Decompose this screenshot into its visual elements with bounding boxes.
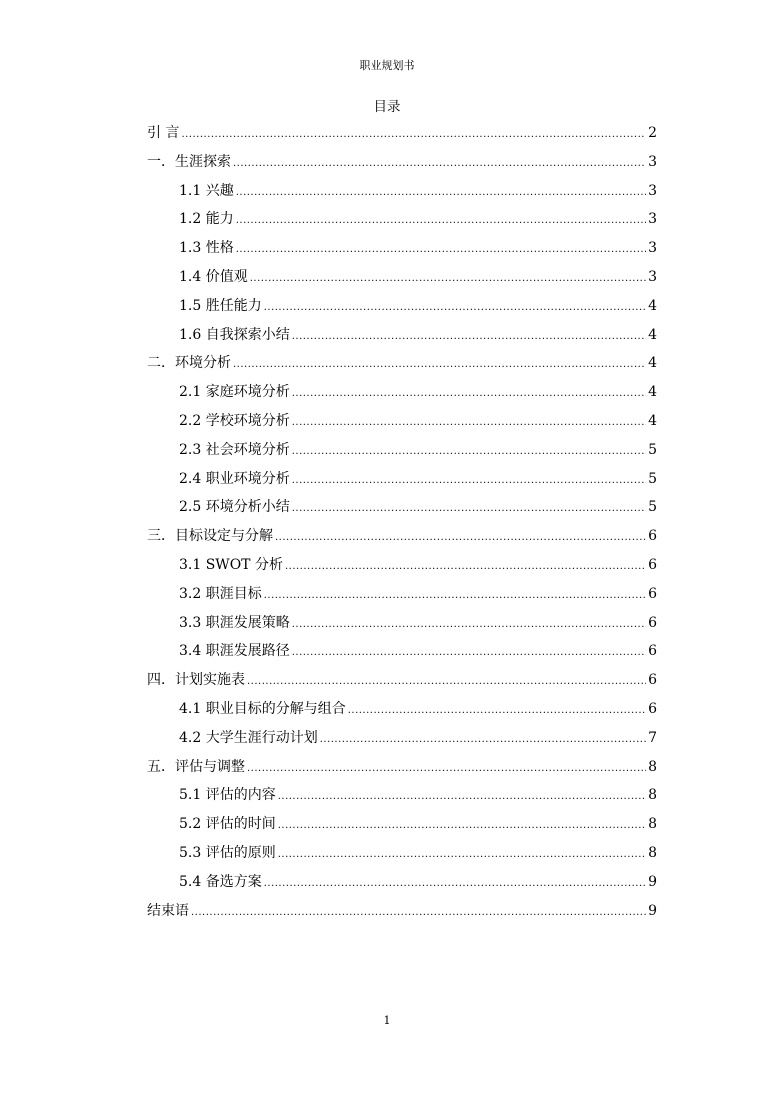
toc-entry[interactable] <box>147 292 657 321</box>
toc-entry-label: 4.2 大学生涯行动计划 <box>179 729 318 746</box>
toc-entry-label: 结束语 <box>147 902 189 919</box>
toc-entry-page: 6 <box>648 700 657 717</box>
toc-dot-leader <box>292 611 646 640</box>
toc-dot-leader <box>264 294 646 323</box>
page-number: 1 <box>383 1014 391 1027</box>
toc-entry[interactable] <box>147 551 657 580</box>
toc-dot-leader <box>278 812 646 841</box>
toc-dot-leader <box>320 726 646 755</box>
toc-entry-label: 5.3 评估的原则 <box>179 844 276 861</box>
toc-entry-page: 5 <box>648 470 657 487</box>
toc-entry[interactable] <box>147 436 657 465</box>
toc-dot-leader <box>181 121 646 150</box>
toc-dot-leader <box>292 323 646 352</box>
toc-entry[interactable] <box>147 724 657 753</box>
toc-dot-leader <box>250 265 646 294</box>
toc-entry[interactable] <box>147 810 657 839</box>
toc-entry[interactable] <box>147 263 657 292</box>
toc-entry[interactable] <box>147 493 657 522</box>
toc-entry-page: 4 <box>648 297 657 314</box>
toc-entry-label: 3.1 SWOT 分析 <box>179 556 283 573</box>
toc-dot-leader <box>233 351 646 380</box>
toc-entry-label: 1.2 能力 <box>179 211 234 228</box>
toc-dot-leader <box>264 582 646 611</box>
toc-entry-label: 3.3 职涯发展策略 <box>179 614 290 631</box>
page-header-title: 职业规划书 <box>359 59 415 72</box>
toc-entry-label: 1.4 价值观 <box>179 268 248 285</box>
toc-dot-leader <box>275 524 646 553</box>
toc-entry-label: 2.5 环境分析小结 <box>179 499 290 516</box>
toc-entry[interactable] <box>147 868 657 897</box>
toc-entry-page: 3 <box>648 268 657 285</box>
toc-entry[interactable] <box>147 465 657 494</box>
toc-entry[interactable] <box>147 695 657 724</box>
toc-dot-leader <box>348 697 646 726</box>
toc-entry-page: 9 <box>648 902 657 919</box>
toc-dot-leader <box>236 179 646 208</box>
toc-entry-label: 2.4 职业环境分析 <box>179 470 290 487</box>
toc-entry-label: 1.5 胜任能力 <box>179 297 262 314</box>
toc-entry-label: 三．目标设定与分解 <box>147 528 273 545</box>
toc-entry-page: 6 <box>648 585 657 602</box>
toc-dot-leader <box>236 207 646 236</box>
toc-entry-page: 8 <box>648 787 657 804</box>
toc-dot-leader <box>278 841 646 870</box>
toc-dot-leader <box>292 409 646 438</box>
toc-entry-page: 8 <box>648 758 657 775</box>
toc-entry-page: 6 <box>648 643 657 660</box>
toc-entry-page: 4 <box>648 384 657 401</box>
toc-dot-leader <box>264 870 646 899</box>
toc-entry[interactable] <box>147 349 657 378</box>
toc-dot-leader <box>285 553 646 582</box>
toc-entry[interactable] <box>147 177 657 206</box>
toc-entry-page: 2 <box>648 125 657 141</box>
toc-entry[interactable] <box>147 378 657 407</box>
toc-entry-label: 3.2 职涯目标 <box>179 585 262 602</box>
toc-entry-label: 2.2 学校环境分析 <box>179 412 290 429</box>
toc-entry-page: 3 <box>648 211 657 228</box>
toc-entry[interactable] <box>147 781 657 810</box>
toc-entry-page: 6 <box>648 614 657 631</box>
toc-entry-page: 8 <box>648 844 657 861</box>
table-of-contents <box>147 119 657 925</box>
toc-entry-label: 4.1 职业目标的分解与组合 <box>179 700 346 717</box>
toc-entry-page: 9 <box>648 873 657 890</box>
toc-entry-page: 3 <box>648 153 657 170</box>
toc-entry[interactable] <box>147 897 657 926</box>
toc-dot-leader <box>191 899 646 928</box>
toc-entry-page: 8 <box>648 816 657 833</box>
toc-entry[interactable] <box>147 839 657 868</box>
toc-entry-label: 1.1 兴趣 <box>179 182 234 199</box>
toc-entry-page: 3 <box>648 182 657 199</box>
toc-entry[interactable] <box>147 580 657 609</box>
toc-entry-page: 6 <box>648 672 657 689</box>
toc-dot-leader <box>236 236 646 265</box>
toc-dot-leader <box>292 438 646 467</box>
toc-entry[interactable] <box>147 753 657 782</box>
toc-entry[interactable] <box>147 522 657 551</box>
toc-entry-label: 5.2 评估的时间 <box>179 816 276 833</box>
toc-entry[interactable] <box>147 205 657 234</box>
toc-entry-label: 五．评估与调整 <box>147 758 245 775</box>
toc-entry[interactable] <box>147 148 657 177</box>
toc-dot-leader <box>292 380 646 409</box>
toc-dot-leader <box>292 639 646 668</box>
toc-entry[interactable] <box>147 119 657 148</box>
toc-dot-leader <box>247 668 646 697</box>
toc-entry-page: 4 <box>648 355 657 372</box>
toc-entry-label: 四．计划实施表 <box>147 672 245 689</box>
toc-entry-page: 6 <box>648 528 657 545</box>
toc-entry-label: 一．生涯探索 <box>147 153 231 170</box>
toc-entry-page: 7 <box>648 729 657 746</box>
toc-entry-page: 4 <box>648 326 657 343</box>
toc-dot-leader <box>247 755 646 784</box>
toc-dot-leader <box>233 150 646 179</box>
toc-entry[interactable] <box>147 234 657 263</box>
toc-entry[interactable] <box>147 321 657 350</box>
toc-entry-page: 4 <box>648 412 657 429</box>
toc-dot-leader <box>292 495 646 524</box>
toc-dot-leader <box>292 467 646 496</box>
toc-entry[interactable] <box>147 407 657 436</box>
toc-entry-label: 2.3 社会环境分析 <box>179 441 290 458</box>
toc-entry-label: 5.4 备选方案 <box>179 873 262 890</box>
toc-entry[interactable] <box>147 637 657 666</box>
toc-entry-label: 2.1 家庭环境分析 <box>179 384 290 401</box>
toc-entry-label: 3.4 职涯发展路径 <box>179 643 290 660</box>
toc-entry-label: 5.1 评估的内容 <box>179 787 276 804</box>
toc-dot-leader <box>278 783 646 812</box>
toc-entry-label: 二．环境分析 <box>147 355 231 372</box>
toc-entry-page: 3 <box>648 240 657 257</box>
toc-entry-page: 5 <box>648 441 657 458</box>
toc-entry-label: 1.3 性格 <box>179 240 234 257</box>
toc-entry-label: 1.6 自我探索小结 <box>179 326 290 343</box>
toc-entry[interactable] <box>147 666 657 695</box>
toc-entry-page: 5 <box>648 499 657 516</box>
toc-entry-page: 6 <box>648 556 657 573</box>
toc-entry-label: 引 言 <box>147 125 180 141</box>
toc-entry[interactable] <box>147 609 657 638</box>
toc-heading: 目录 <box>373 99 401 115</box>
